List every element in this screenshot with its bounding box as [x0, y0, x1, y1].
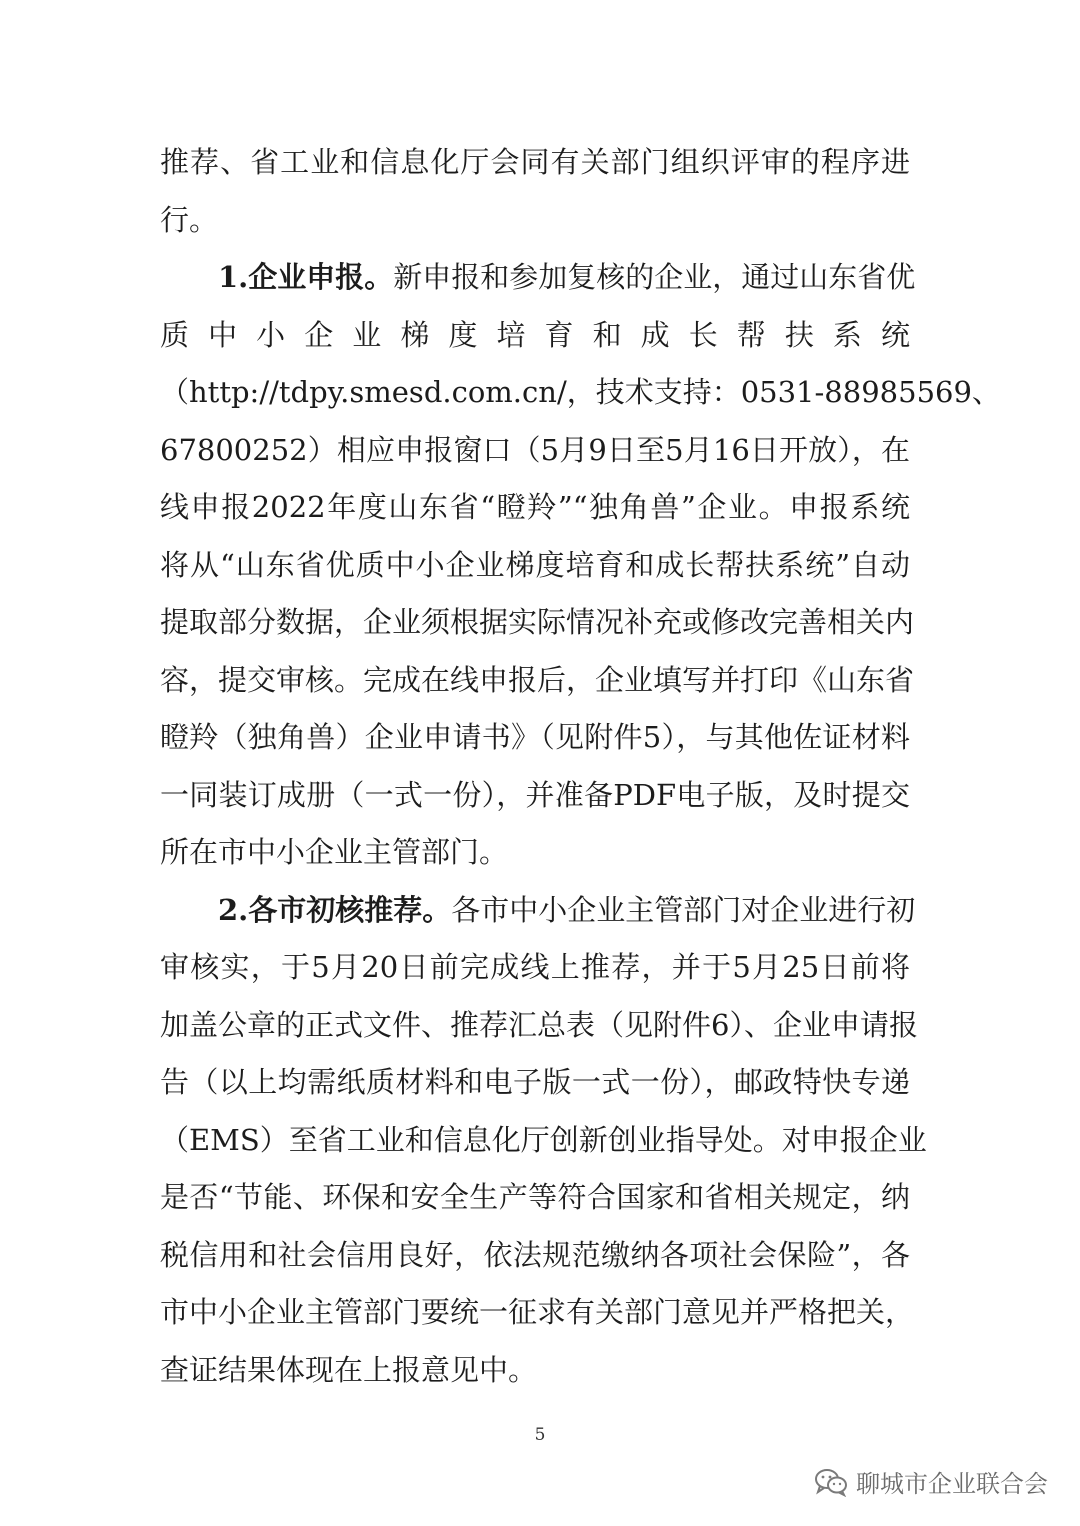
section-lead: 1.企业申报。: [218, 260, 394, 294]
line-text: 所在市中小企业主管部门。: [160, 835, 509, 869]
text-line: [160, 249, 916, 307]
line-text: 瞪羚（独角兽）企业申请书》（见附件5），与其他佐证材料: [160, 720, 910, 754]
line-text: 线申报2022年度山东省“瞪羚”“独角兽”企业。申报系统: [160, 490, 910, 524]
line-text: 质中小企业梯度培育和成长帮扶系统: [160, 317, 910, 352]
text-line: [160, 1169, 910, 1227]
watermark: [814, 1464, 1048, 1499]
text-line: [160, 479, 910, 537]
text-line: [160, 1342, 910, 1400]
line-text: 市中小企业主管部门要统一征求有关部门意见并严格把关，: [160, 1295, 915, 1329]
line-text: 各市中小企业主管部门对企业进行初: [451, 892, 916, 927]
wechat-icon: [814, 1467, 848, 1497]
text-line: [160, 307, 910, 365]
document-body: [160, 134, 1001, 1399]
line-text: 行。: [160, 202, 219, 237]
text-line: [160, 939, 910, 997]
line-text: 67800252）相应申报窗口（5月9日至5月16日开放），在: [160, 432, 910, 467]
line-text: 查证结果体现在上报意见中。: [160, 1352, 538, 1387]
text-line: [160, 767, 910, 825]
text-line: [160, 1054, 910, 1112]
text-line: [160, 364, 1001, 422]
line-text: 将从“山东省优质中小企业梯度培育和成长帮扶系统”自动: [160, 547, 910, 582]
text-line: [160, 1227, 910, 1285]
line-text: 加盖公章的正式文件、推荐汇总表（见附件6）、企业申请报: [160, 1007, 918, 1042]
watermark-text: 聊城市企业联合会: [856, 1470, 1048, 1498]
text-line: [160, 594, 915, 652]
text-line: [160, 652, 915, 710]
line-text: （http://tdpy.smesd.com.cn/，技术支持：0531-88985569、: [160, 375, 1001, 409]
text-line: [160, 709, 910, 767]
line-text: （EMS）至省工业和信息化厅创新创业指导处。对申报企业: [160, 1122, 927, 1157]
page-number: 5: [534, 1425, 546, 1445]
text-line: [160, 997, 918, 1055]
line-text: 容，提交审核。完成在线申报后，企业填写并打印《山东省: [160, 662, 915, 697]
section-lead: 2.各市初核推荐。: [218, 892, 452, 927]
line-text: 税信用和社会信用良好，依法规范缴纳各项社会保险”，各: [160, 1237, 910, 1272]
line-text: 提取部分数据，企业须根据实际情况补充或修改完善相关内: [160, 605, 915, 639]
text-line: [160, 537, 910, 595]
text-line: [160, 882, 916, 940]
text-line: [160, 192, 910, 250]
line-text: 是否“节能、环保和安全生产等符合国家和省相关规定，纳: [160, 1180, 910, 1214]
line-text: 告（以上均需纸质材料和电子版一式一份），邮政特快专递: [160, 1065, 910, 1099]
text-line: [160, 1284, 915, 1342]
line-text: 推荐、省工业和信息化厅会同有关部门组织评审的程序进: [160, 145, 910, 179]
line-text: 审核实，于5月20日前完成线上推荐，并于5月25日前将: [160, 950, 910, 984]
line-text: 一同装订成册（一式一份），并准备PDF电子版，及时提交: [160, 777, 910, 812]
line-text: 新申报和参加复核的企业，通过山东省优: [393, 260, 916, 294]
text-line: [160, 1112, 927, 1170]
text-line: [160, 134, 910, 192]
text-line: [160, 422, 910, 480]
text-line: [160, 824, 910, 882]
